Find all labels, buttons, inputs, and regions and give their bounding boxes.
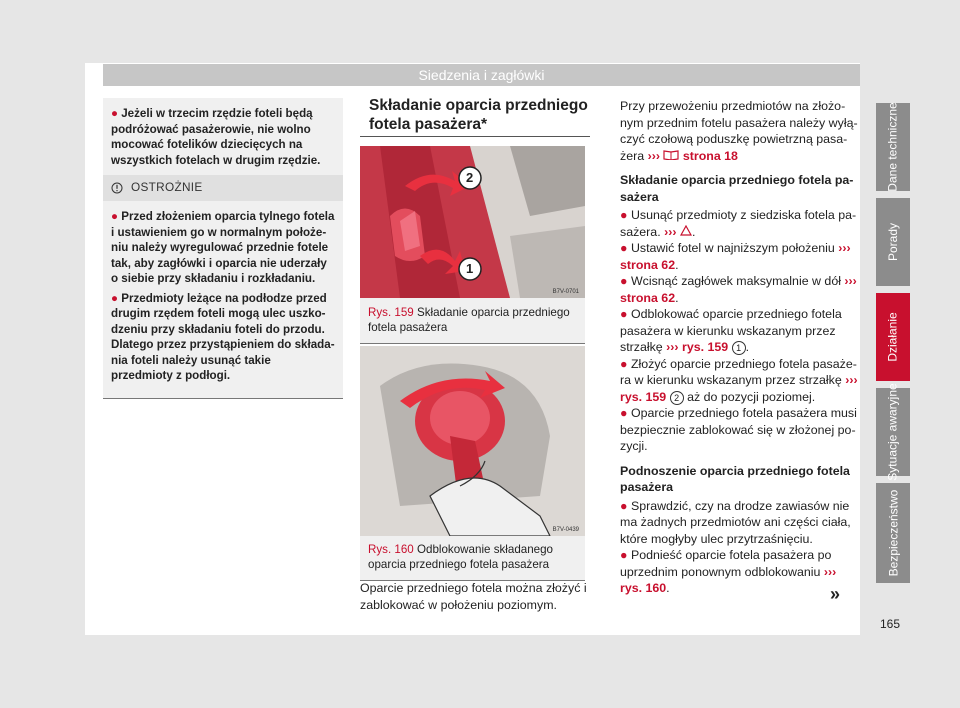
figure-label-2: 2 (466, 170, 474, 185)
notice-box (103, 98, 343, 183)
caution-header (103, 175, 343, 201)
subheading-folding: Składanie oparcia przedniego fotela pasażera (620, 173, 854, 204)
right-column (620, 98, 860, 597)
intro-text: Przy przewożeniu przedmiotów na złożonym przednim fotelu pasażera należy wyłączyć czołową poduszkę powietrzną pasażera (620, 99, 858, 163)
continue-arrow: » (830, 584, 841, 604)
list-item: ● Złożyć oparcie przedniego fotela pasażera w kierunku wskazanym przez strzałkę ››› rys. 159 2 aż do pozycji poziomej. (620, 356, 858, 404)
page-header: Siedzenia i zagłówki (103, 64, 860, 86)
bullet-icon: ● (111, 107, 122, 120)
figure-caption-text: Odblokowanie składanego oparcia przedniego fotela pasażera (368, 543, 554, 571)
figure-ref: Rys. 160 (368, 543, 414, 556)
tab-dzialanie[interactable]: Działanie (876, 293, 910, 381)
heading-divider (360, 136, 590, 137)
figure-code: B7V-0439 (552, 527, 579, 533)
link-rys-159[interactable]: rys. 159 (620, 389, 667, 404)
link-rys-159[interactable]: rys. 159 (682, 340, 729, 354)
figure-159 (360, 146, 585, 344)
middle-paragraph: Oparcie przedniego fotela można złożyć i zablokować w położeniu poziomym. (360, 581, 587, 612)
figure-code: B7V-0701 (552, 289, 579, 295)
figure-ref: Rys. 159 (368, 306, 414, 319)
link-strona-62[interactable]: strona 62 (620, 290, 676, 305)
caution-label: OSTROŻNIE (131, 180, 203, 195)
bullet-icon: ● (111, 210, 122, 223)
arrow-ref-icon: ››› (647, 148, 660, 163)
warning-triangle-icon (680, 225, 692, 236)
list-item: ● Oparcie przedniego fotela pasażera musi bezpiecznie zablokować się w złożonej pozycji. (620, 406, 857, 453)
notice-text: Jeżeli w trzecim rzędzie foteli będą podróżować pasażerowie, nie wolno mocować fotelików dziecięcych na wszystkich fotelach w drugim rzędzie. (111, 107, 321, 167)
tab-sytuacje-awaryjne[interactable]: Sytuacje awaryjne (876, 388, 910, 476)
callout-number: 2 (670, 391, 684, 405)
caution-box (103, 175, 343, 399)
list-item: ● Usunąć przedmioty z siedziska fotela pasażera. ››› . (620, 208, 857, 239)
caution-item: Przed złożeniem oparcia tylnego fotela i ustawieniem go w normalnym położeniu należy wyregulować przednie fotele tak, aby zagłówki i oparcia nie uderzały o siebie przy składaniu i rozkładaniu. (111, 210, 335, 285)
bullet-icon: ● (111, 291, 122, 305)
tab-porady[interactable]: Porady (876, 198, 910, 286)
figure-caption (360, 536, 585, 580)
figure-label-1: 1 (466, 261, 474, 276)
list-item: ● Odblokować oparcie przedniego fotela pasażera w kierunku wskazanym przez strzałkę ››› rys. 159 1 . (620, 307, 842, 354)
unlock-image (360, 346, 585, 536)
subheading-raising: Podnoszenie oparcia przedniego fotela pasażera (620, 463, 850, 494)
warning-icon (111, 182, 123, 194)
callout-number: 1 (732, 341, 746, 355)
lever-illustration (360, 346, 585, 536)
book-icon (663, 149, 679, 160)
seat-fold-image (360, 146, 585, 298)
link-strona-62[interactable]: strona 62 (620, 257, 676, 272)
tab-dane-techniczne[interactable]: Dane techniczne (876, 103, 910, 191)
list-item: ● Wcisnąć zagłówek maksymalnie w dół ››› strona 62. (620, 274, 857, 305)
section-heading: Składanie oparcia przedniego fotela pasażera* (369, 97, 588, 133)
list-item: ● Sprawdzić, czy na drodze zawiasów nie ma żadnych przedmiotów ani części ciała, które mogłyby ulec przytrzaśnięciu. (620, 498, 851, 546)
figure-160 (360, 346, 585, 581)
list-item: ● Ustawić fotel w najniższym położeniu ››› strona 62. (620, 241, 851, 272)
list-item: ● Podnieść oparcie fotela pasażera po uprzednim ponownym odblokowaniu ››› rys. 160. (620, 548, 837, 595)
intro-paragraph (620, 98, 860, 164)
intro-link[interactable]: strona 18 (682, 148, 738, 163)
figure-caption (360, 298, 585, 343)
section-heading-wrap (369, 96, 589, 134)
tab-bezpieczenstwo[interactable]: Bezpieczeństwo (876, 483, 910, 583)
page-number: 165 (880, 617, 901, 631)
link-rys-160[interactable]: rys. 160 (620, 581, 667, 595)
caution-item: Przedmioty leżące na podłodze przed drugim rzędem foteli mogą ulec uszkodzeniu przy składaniu foteli do przodu. Dlatego przez przystąpieniem do składania foteli należy usunąć takie przedmioty z podłogi. (111, 291, 335, 382)
figure-caption-text: Składanie oparcia przedniego fotela pasażera (368, 306, 570, 334)
